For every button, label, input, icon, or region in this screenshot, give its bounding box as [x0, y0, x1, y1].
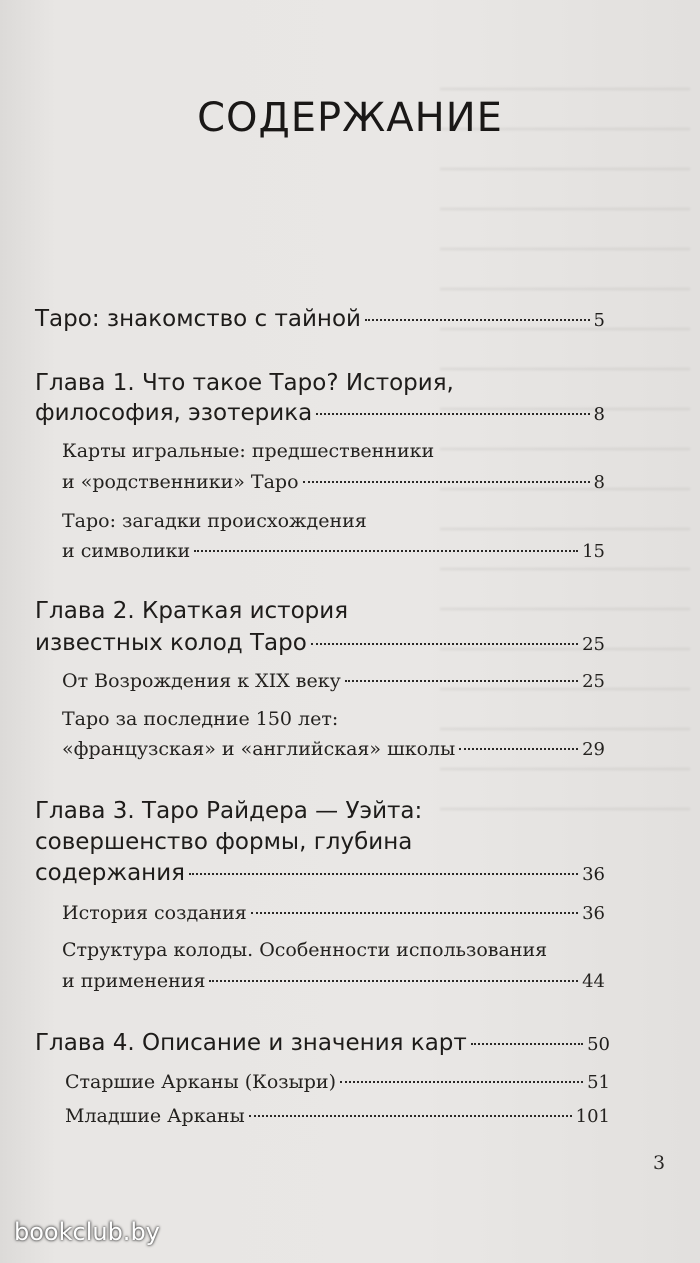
toc-entry-title: и символики: [62, 540, 191, 562]
toc-entry-title: Глава 2. Краткая история: [35, 598, 349, 624]
dot-leader: [303, 481, 590, 483]
toc-entry-chapter-3-line-2: [35, 829, 412, 855]
toc-entry-title: философия, эзотерика: [35, 400, 313, 426]
toc-entry-title: Старшие Арканы (Козыри): [65, 1071, 337, 1093]
toc-entry-chapter-3-line-1: [35, 798, 422, 824]
dot-leader: [471, 1043, 583, 1045]
toc-page-number: 50: [587, 1034, 610, 1055]
toc-entry-title: и применения: [62, 970, 206, 992]
toc-entry-title: Карты игральные: предшественники: [62, 440, 435, 462]
toc-entry-history-creation: [62, 902, 605, 924]
toc-page-number: 15: [582, 541, 605, 562]
page-number: 3: [653, 1152, 666, 1174]
toc-entry-title: История создания: [62, 902, 247, 924]
toc-page-number: 25: [582, 671, 605, 692]
toc-page-number: 8: [593, 472, 605, 493]
toc-entry-minor-arcana: [65, 1105, 610, 1127]
toc-entry-title: «французская» и «английская» школы: [62, 738, 456, 760]
toc-entry-deck-structure-line-1: [62, 939, 547, 961]
bleed-through-text: [440, 60, 690, 820]
toc-entry-chapter-1: [35, 400, 605, 426]
toc-entry-origins: [62, 540, 605, 562]
toc-entry-150-years-line-1: [62, 708, 338, 730]
toc-entry-major-arcana: [65, 1071, 610, 1093]
toc-entry-title: Таро: знакомство с тайной: [35, 306, 361, 332]
dot-leader: [316, 413, 589, 415]
toc-entry-title: Младшие Арканы: [65, 1105, 245, 1127]
toc-entry-150-years: [62, 738, 605, 760]
toc-entry-intro: [35, 306, 605, 332]
toc-entry-chapter-2-line-1: [35, 598, 348, 624]
toc-entry-renaissance: [62, 670, 605, 692]
toc-entry-title: известных колод Таро: [35, 630, 307, 656]
watermark: bookclub.by: [14, 1218, 160, 1246]
dot-leader: [311, 643, 578, 645]
toc-page-number: 51: [587, 1072, 610, 1093]
toc-entry-deck-structure: [62, 970, 605, 992]
toc-page-number: 36: [582, 864, 605, 885]
page-title: СОДЕРЖАНИЕ: [197, 95, 503, 141]
dot-leader: [251, 912, 578, 914]
dot-leader: [345, 680, 578, 682]
toc-page-number: 25: [582, 634, 605, 655]
toc-entry-title: Глава 1. Что такое Таро? История,: [35, 370, 454, 396]
toc-page-number: 101: [575, 1106, 610, 1127]
dot-leader: [249, 1115, 572, 1117]
dot-leader: [459, 748, 578, 750]
dot-leader: [189, 873, 578, 875]
toc-page-number: 5: [593, 310, 605, 331]
toc-entry-title: Структура колоды. Особенности использования: [62, 939, 548, 961]
toc-entry-chapter-3: [35, 860, 605, 886]
toc-entry-chapter-2: [35, 630, 605, 656]
dot-leader: [340, 1081, 583, 1083]
toc-entry-chapter-4: [35, 1030, 610, 1056]
dot-leader: [365, 319, 590, 321]
toc-entry-playing-cards: [62, 471, 605, 493]
toc-entry-title: и «родственники» Таро: [62, 471, 299, 493]
dot-leader: [194, 550, 578, 552]
toc-entry-title: От Возрождения к XIX веку: [62, 670, 341, 692]
toc-entry-title: Таро: загадки происхождения: [62, 510, 367, 532]
dot-leader: [209, 980, 578, 982]
toc-page-number: 29: [582, 739, 605, 760]
toc-page-number: 36: [582, 903, 605, 924]
toc-entry-title: содержания: [35, 860, 186, 886]
toc-entry-title: Таро за последние 150 лет:: [62, 708, 339, 730]
toc-entry-origins-line-1: [62, 510, 367, 532]
toc-entry-title: Глава 4. Описание и значения карт: [35, 1030, 467, 1056]
toc-page-number: 8: [593, 404, 605, 425]
toc-entry-title: совершенство формы, глубина: [35, 829, 413, 855]
toc-page-number: 44: [582, 971, 605, 992]
toc-entry-title: Глава 3. Таро Райдера — Уэйта:: [35, 798, 423, 824]
toc-entry-chapter-1-line-1: [35, 370, 454, 396]
toc-entry-playing-cards-line-1: [62, 440, 434, 462]
